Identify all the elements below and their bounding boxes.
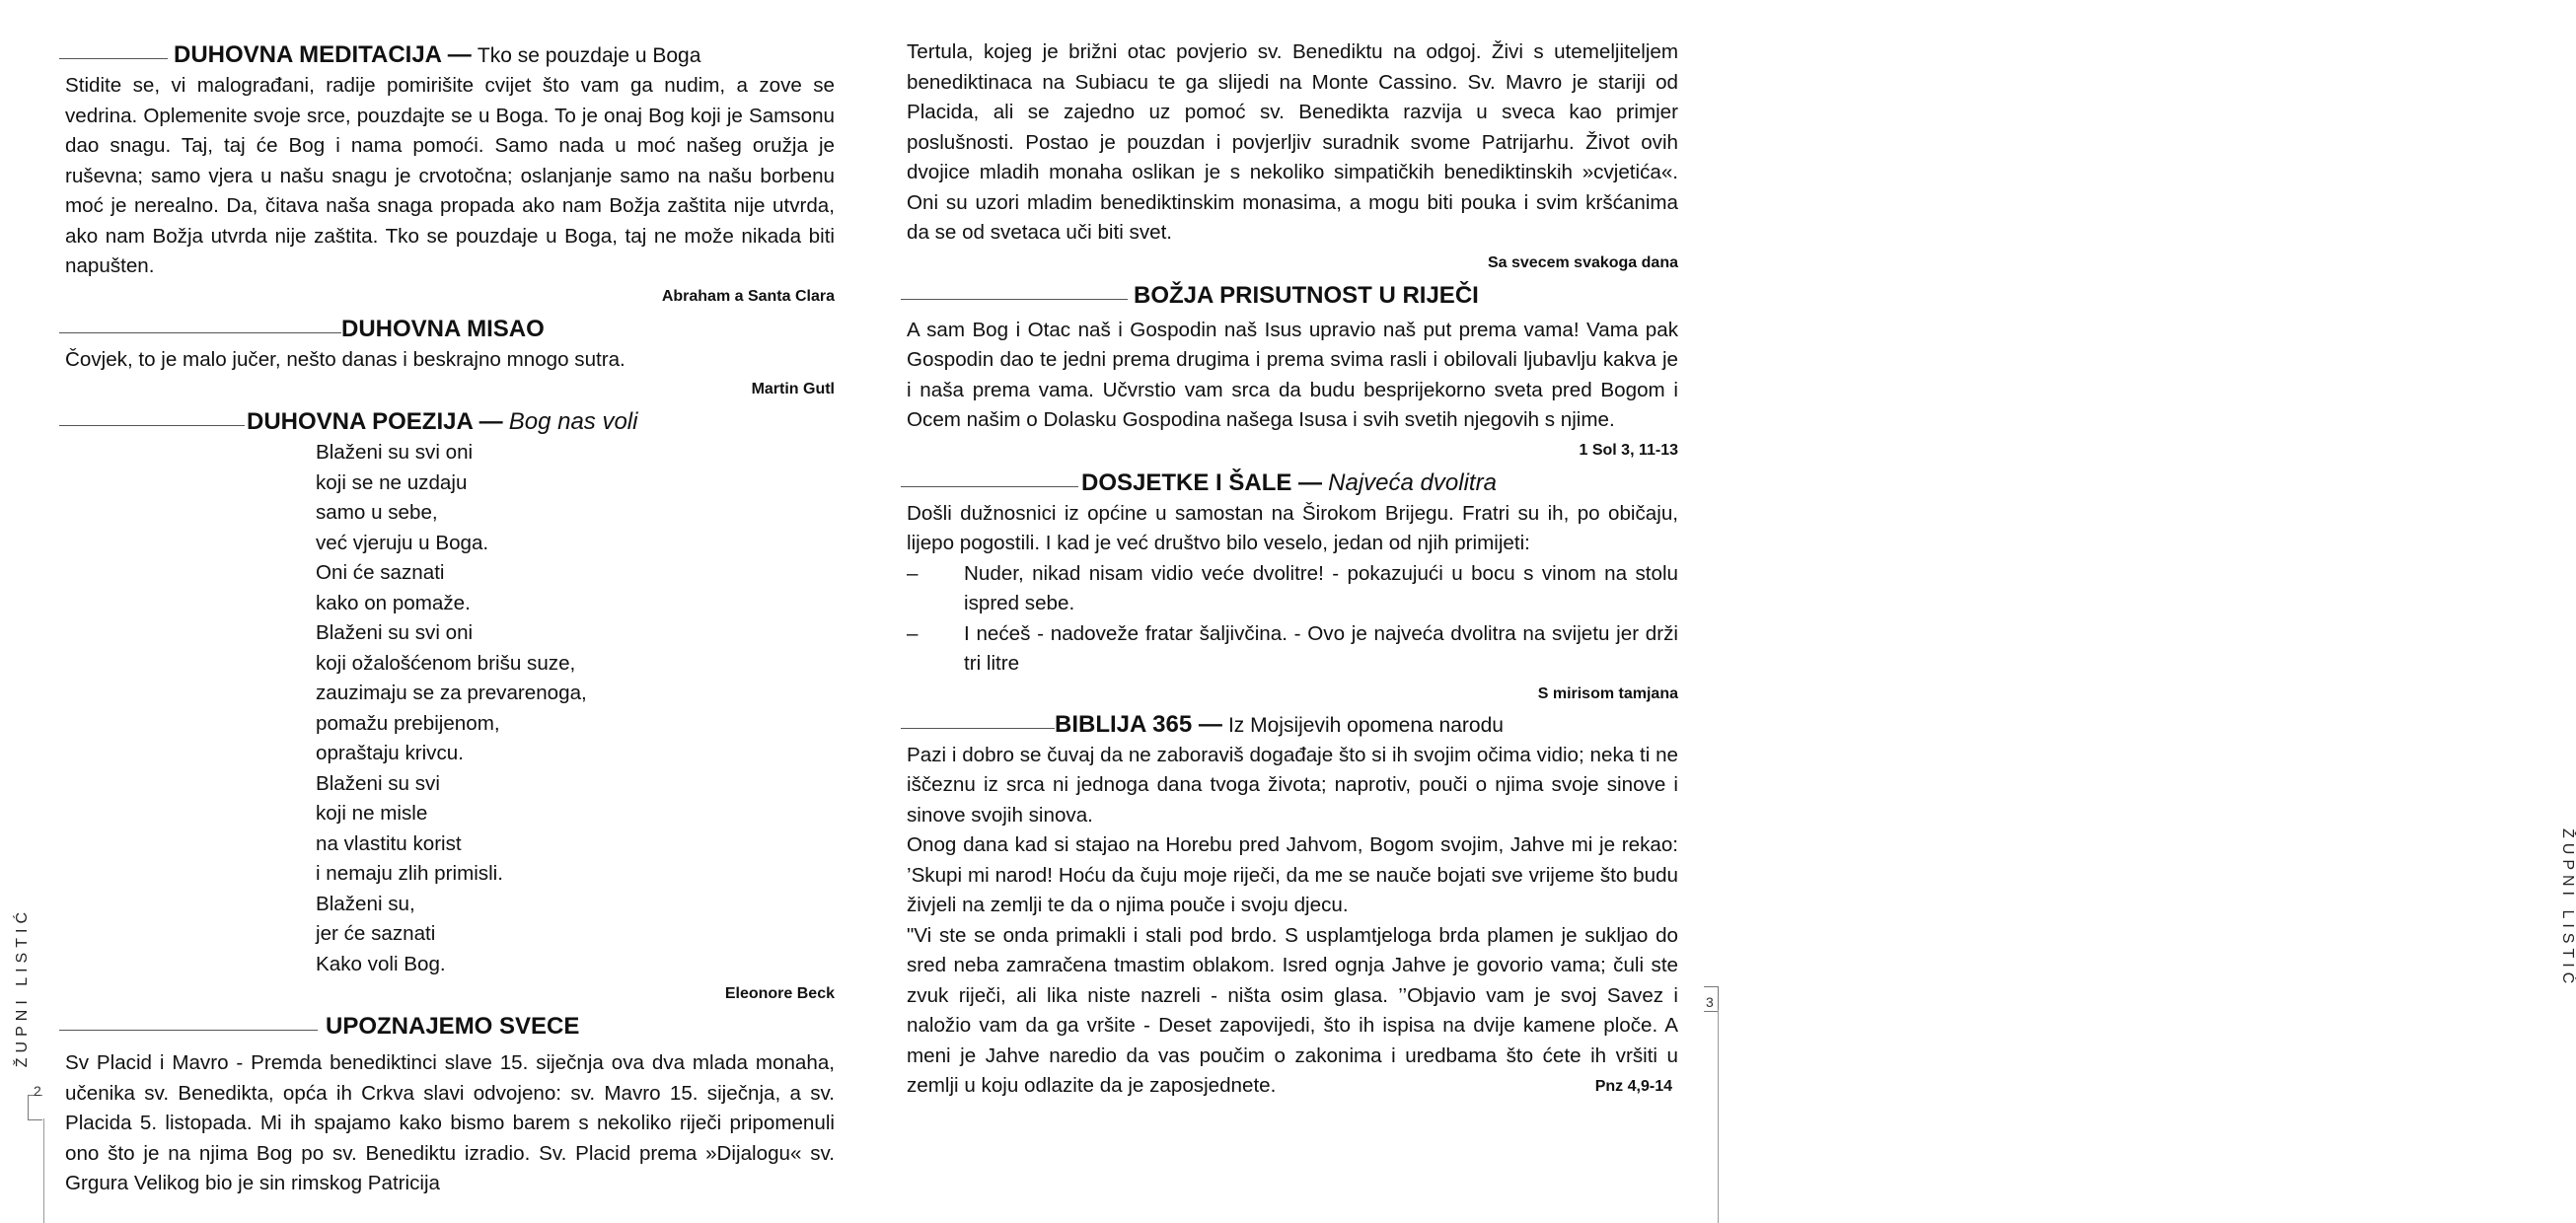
sale-subtitle: Najveća dvolitra [1328,468,1497,496]
poem-line: opraštaju krivcu. [316,742,464,764]
poezija-heading [65,406,835,438]
poem [316,438,835,979]
poem-line: koji ožalošćenom brišu suze, [316,651,576,675]
heading-rule [59,425,245,426]
page-number: 2 [34,1083,41,1099]
biblija-title: BIBLIJA 365 — [1055,710,1222,738]
list-item [907,559,1678,619]
heading-rule [59,58,168,59]
misao-title: DUHOVNA MISAO [341,315,545,342]
sale-text: Došli dužnosnici iz općine u samostan na Širokom Brijegu. Fratri su ih, po običaju, lijepo pogostili. I kad je već društvo bilo veselo, jedan od njih primijeti: [907,501,1678,554]
poem-line: pomažu prebijenom, [316,711,500,735]
sale-heading [907,468,1678,499]
meditacija-subtitle: Tko se pouzdaje u Boga [477,44,701,67]
heading-rule [901,728,1055,729]
poem-line: Blaženi su svi oni [316,441,474,464]
meditacija-heading [65,39,835,71]
meditacija-text: Stidite se, vi malograđani, radije pomirišite cvijet što vam ga nudim, a zove se vedrina. Oplemenite svoje srce, pouzdajte se u Boga. To je onaj Bog koji je Samsonu dao snagu. Taj, taj će Bog i nama pomoći. Samo nada u moć našeg oružja je ruševna; samo vjera u našu snagu je crvotočna; oslanjanje samo na našu borbenu moć je nerealno. Da, čitava naša snaga propada ako nam Božja zaštita nije utvrda, ako nam Božja utvrda nije zaštita. Tko se pouzdaje u Boga, taj ne može nikada biti napušten. [65,74,835,277]
right-page [865,0,2576,1223]
poem-line: Blaženi su svi [316,771,440,795]
poem-line: zauzimaju se za prevarenoga, [316,682,587,704]
parish-bulletin-label: ŽUPNI LISTIĆ [14,907,31,1068]
poem-line: već vjeruju u Boga. [316,531,489,554]
prisutnost-title: BOŽJA PRISUTNOST U RIJEČI [1134,281,1479,309]
misao-text: Čovjek, to je malo jučer, nešto danas i beskrajno mnogo sutra. [65,347,626,371]
parish-bulletin-label: ŽUPNI LISTIĆ [2559,828,2576,989]
poem-line: Oni će saznati [316,561,445,584]
poem-line: Kako voli Bog. [316,952,446,975]
dash-bullet: – [907,621,919,645]
list-item [907,619,1678,680]
misao-heading [65,314,835,345]
left-page [0,0,865,1223]
poem-line: Blaženi su svi oni [316,621,474,644]
page-margin-line [1718,1010,1719,1223]
poem-line: na vlastitu korist [316,831,462,855]
biblija-subtitle: Iz Mojsijevih opomena narodu [1227,713,1504,737]
sale-title: DOSJETKE I ŠALE — [1081,468,1323,496]
poezija-title: DUHOVNA POEZIJA — [247,408,503,435]
prisutnost-heading [907,280,1678,312]
poem-line: Blaženi su, [316,892,415,915]
svece-text: Sv Placid i Mavro - Premda benediktinci slave 15. siječnja ova dva mlada monaha, učenika sv. Benedikta, opća ih Crkva slavi odvojeno: sv. Mavro 15. siječnja, a sv. Placida 5. listopada. Mi ih spajamo kako bismo barem s nekoliko riječi pripomenuli ono što je na njima Bog po sv. Benediktu izradio. Sv. Placid prema »Dijalogu« sv. Grgura Velikog bio je sin rimskog Patricija [65,1051,835,1194]
misao-source: Martin Gutl [751,381,835,397]
list-item-text: I nećeš - nadoveže fratar šaljivčina. - Ovo je najveća dvolitra na svijetu jer drži tri litre [964,621,1678,675]
poem-line: i nemaju zlih primisli. [316,862,503,885]
dash-bullet: – [907,561,919,585]
meditacija-source: Abraham a Santa Clara [661,287,835,305]
poezija-source: Eleonore Beck [724,985,835,1002]
heading-rule [901,299,1128,300]
poem-line: koji ne misle [316,802,428,825]
prisutnost-source: 1 Sol 3, 11-13 [1579,441,1678,459]
biblija-paragraph: Onog dana kad si stajao na Horebu pred Jahvom, Bogom svojim, Jahve mi je rekao: ’Skupi mi narod! Hoću da čuju moje riječi, da me se nauče bojati sve vrijeme što budu živjeli na zemlji te da o njima pouče i svoju djecu. [907,833,1678,916]
heading-rule [59,332,341,333]
right-column [907,37,1678,1133]
poem-line: kako on pomaže. [316,591,471,614]
biblija-heading [907,709,1678,741]
biblija-source: Pnz 4,9-14 [1594,1077,1672,1095]
heading-rule [59,1030,318,1031]
list-item-text: Nuder, nikad nisam vidio veće dvolitre! - pokazujući u bocu s vinom na stolu ispred sebe. [964,561,1678,614]
poem-line: koji se ne uzdaju [316,470,468,494]
svece-heading [65,1011,835,1043]
page-number: 3 [1706,994,1714,1010]
svece-source: Sa svecem svakoga dana [1487,253,1678,271]
sale-source: S mirisom tamjana [1537,684,1678,702]
biblija-paragraph: "Vi ste se onda primakli i stali pod brdo. S usplamtjeloga brda plamen je sukljao do sred neba zamračena tmastim oblakom. Isred ognja Jahve je govorio vama; čuli ste zvuk riječi, ali lika niste nazreli - ništa osim glasa. ’’Objavio vam je svoj Savez i naložio vam da ga vršite - Deset zapovijedi, što ih ispisa na dvije kamene ploče. A meni je Jahve naredio da vas poučim o zakonima i uredbama što ćete ih vršiti u zemlji u koju odlazite da je zaposjednete. [907,923,1678,1097]
sale-dialogue [907,559,1678,680]
prisutnost-text: A sam Bog i Otac naš i Gospodin naš Isus upravio naš put prema vama! Vama pak Gospodin dao te jedni prema drugima i prema svima rasli i obilovali ljubavlju kakva je i naša prema vama. Učvrstio vam srca da budu besprijekorno sveta pred Bogom i Ocem našim o Dolasku Gospodina našega Isusa i svih svetih njegovih s njime. [907,318,1678,431]
poem-line: samo u sebe, [316,501,438,524]
meditacija-title: DUHOVNA MEDITACIJA — [174,41,472,68]
page-margin-line [43,1118,44,1223]
svece-title: UPOZNAJEMO SVECE [326,1013,580,1040]
heading-rule [901,486,1078,487]
poem-line: jer će saznati [316,922,436,945]
poezija-subtitle: Bog nas voli [508,408,638,435]
biblija-paragraph: Pazi i dobro se čuvaj da ne zaboraviš događaje što si ih svojim očima vidio; neka ti ne iščeznu iz srca ni jednoga dana tvoga života; naprotiv, pouči o njima svoje sinove i sinove svojih sinova. [907,743,1678,827]
svece-continued-text: Tertula, kojeg je brižni otac povjerio sv. Benediktu na odgoj. Živi s utemeljiteljem benediktinaca na Subiacu te ga slijedi na Monte Cassino. Sv. Mavro je stariji od Placida, ali se zajedno uz pomoć sv. Benedikta razvija u sveca kao primjer poslušnosti. Postao je pouzdan i povjerljiv suradnik svome Patrijarhu. Život ovih dvojice mladih monaha oslikan je s nekoliko simpatičkih benediktinskih »cvjetića«. Oni su uzori mladim benediktinskim monasima, a mogu biti pouka i svim kršćanima da se od svetaca uči biti svet. [907,40,1678,244]
left-column [65,37,835,1199]
